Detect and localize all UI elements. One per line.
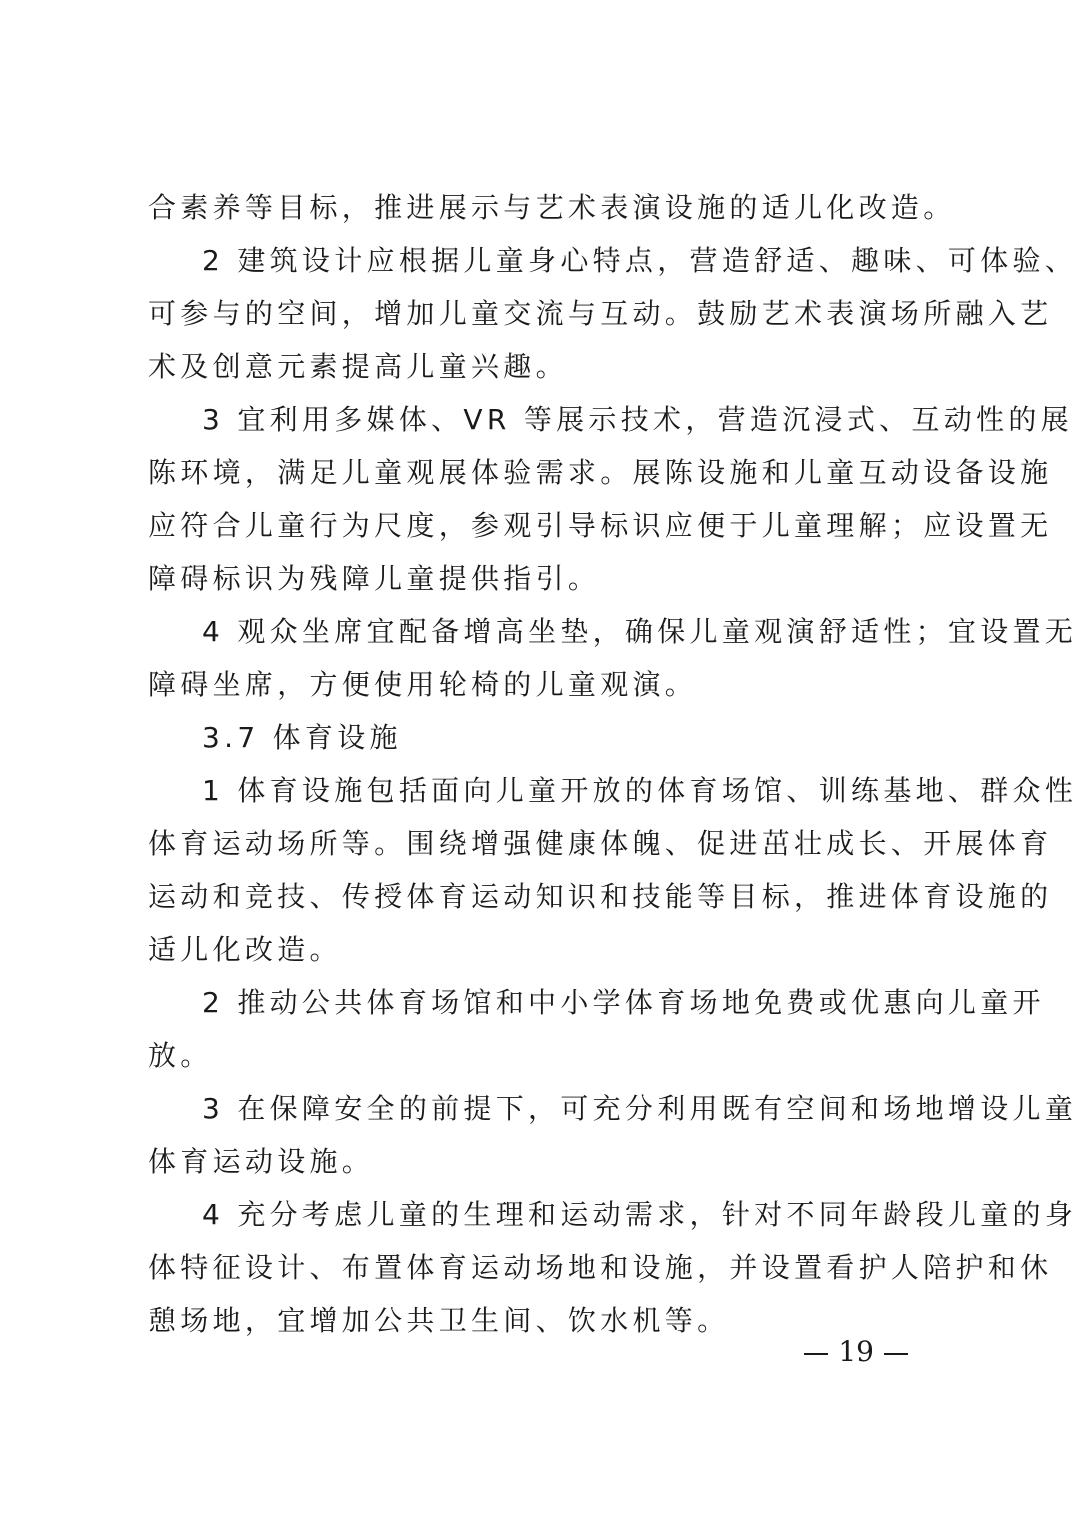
paragraph-line: 4 观众坐席宜配备增高坐垫，确保儿童观演舒适性；宜设置无 xyxy=(202,615,1078,648)
paragraph-line: 障碍标识为残障儿童提供指引。 xyxy=(148,562,601,595)
paragraph-line: 适儿化改造。 xyxy=(148,933,342,966)
paragraph-line: 运动和竞技、传授体育运动知识和技能等目标，推进体育设施的 xyxy=(148,880,1053,913)
page-footer xyxy=(794,1334,918,1370)
paragraph-line: 体育运动设施。 xyxy=(148,1145,375,1178)
paragraph-line: 2 建筑设计应根据儿童身心特点，营造舒适、趣味、可体验、 xyxy=(202,244,1078,277)
paragraph-line: 体育运动场所等。围绕增强健康体魄、促进茁壮成长、开展体育 xyxy=(148,827,1053,860)
paragraph-line: 应符合儿童行为尺度，参观引导标识应便于儿童理解；应设置无 xyxy=(148,509,1053,542)
paragraph-line: 可参与的空间，增加儿童交流与互动。鼓励艺术表演场所融入艺 xyxy=(148,297,1053,330)
paragraph-line: 合素养等目标，推进展示与艺术表演设施的适儿化改造。 xyxy=(148,191,956,224)
paragraph-line: 1 体育设施包括面向儿童开放的体育场馆、训练基地、群众性 xyxy=(202,774,1078,807)
paragraph-line: 体特征设计、布置体育运动场地和设施，并设置看护人陪护和休 xyxy=(148,1251,1053,1284)
footer-dash-right xyxy=(884,1353,908,1355)
paragraph-line: 憩场地，宜增加公共卫生间、饮水机等。 xyxy=(148,1304,730,1337)
paragraph-line: 术及创意元素提高儿童兴趣。 xyxy=(148,350,568,383)
footer-dash-left xyxy=(804,1353,828,1355)
paragraph-line: 3 宜利用多媒体、VR 等展示技术，营造沉浸式、互动性的展 xyxy=(202,403,1073,436)
paragraph-line: 2 推动公共体育场馆和中小学体育场地免费或优惠向儿童开 xyxy=(202,986,1045,1019)
section-heading: 3.7 体育设施 xyxy=(202,721,402,754)
paragraph-line: 4 充分考虑儿童的生理和运动需求，针对不同年龄段儿童的身 xyxy=(202,1198,1078,1231)
paragraph-line: 放。 xyxy=(148,1039,213,1072)
paragraph-line: 障碍坐席，方便使用轮椅的儿童观演。 xyxy=(148,668,698,701)
page-number: 19 xyxy=(838,1335,874,1368)
paragraph-line: 陈环境，满足儿童观展体验需求。展陈设施和儿童互动设备设施 xyxy=(148,456,1053,489)
paragraph-line: 3 在保障安全的前提下，可充分利用既有空间和场地增设儿童 xyxy=(202,1092,1078,1125)
